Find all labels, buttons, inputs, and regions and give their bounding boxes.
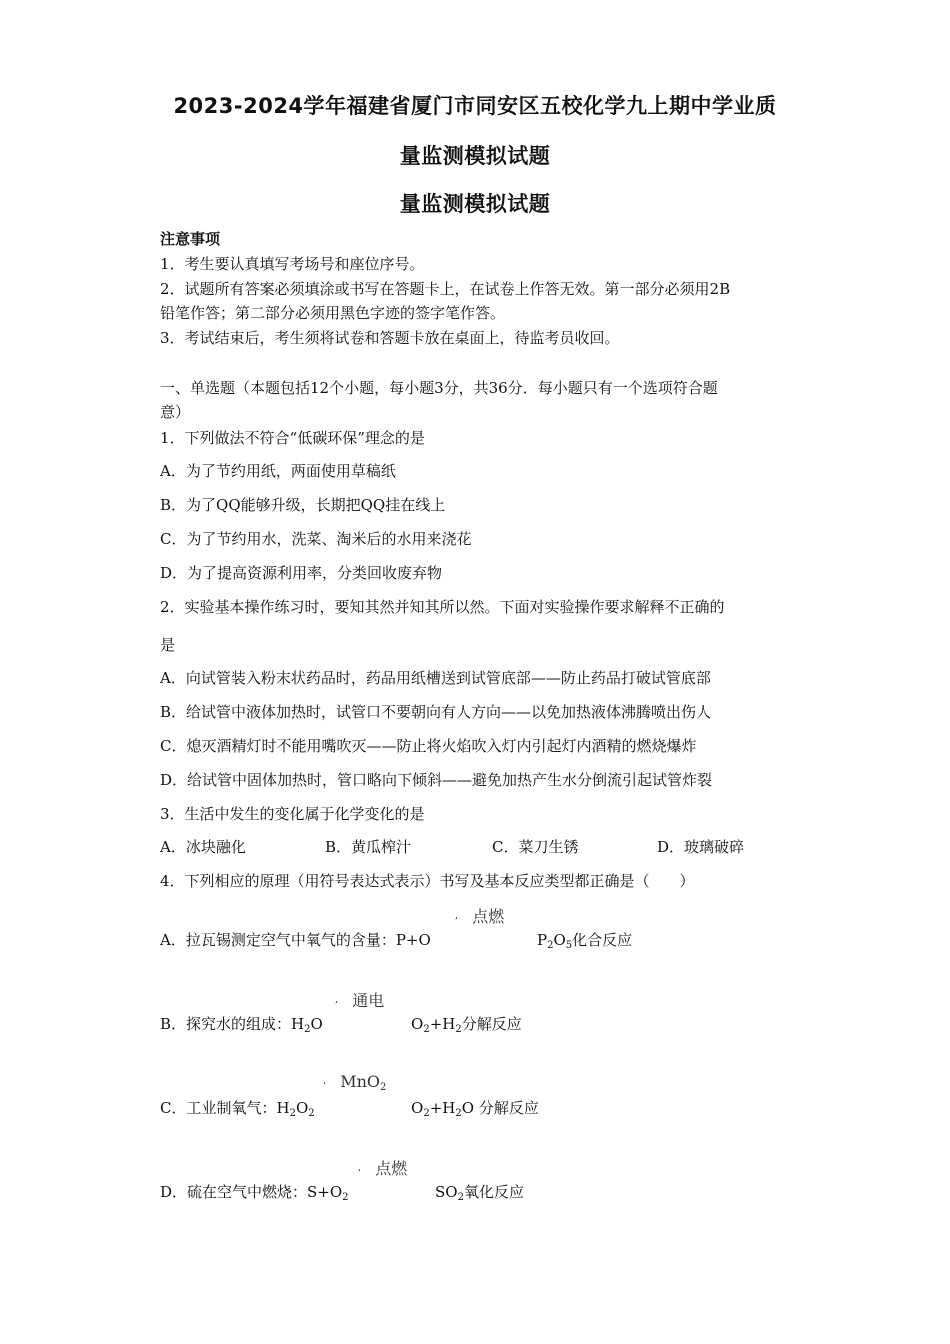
reaction-condition-c: , MnO$_2$ (323, 1072, 387, 1093)
notice-item-1: 1．考生要认真填写考场号和座位序号。 (160, 255, 425, 273)
question-1-stem: 1．下列做法不符合“低碳环保”理念的是 (160, 429, 425, 447)
section-heading: 一、单选题（本题包括12个小题，每小题3分，共36分．每小题只有一个选项符合题 (160, 379, 718, 397)
page-title-continued: 量监测模拟试题 (399, 144, 551, 168)
question-1-option-a: A．为了节约用纸，两面使用草稿纸 (160, 462, 396, 480)
question-4-stem: 4．下列相应的原理（用符号表达式表示）书写及基本反应类型都正确是（ ） (160, 872, 695, 890)
notice-item-3: 3．考试结束后，考生须将试卷和答题卡放在桌面上，待监考员收回。 (160, 329, 620, 347)
question-2-option-b: B．给试管中液体加热时，试管口不要朝向有人方向——以免加热液体沸腾喷出伤人 (160, 703, 712, 721)
question-3-option-b: B．黄瓜榨汁 (325, 838, 412, 856)
question-2-stem-continued: 是 (160, 636, 176, 654)
question-1-option-b: B．为了QQ能够升级，长期把QQ挂在线上 (160, 496, 446, 514)
question-4-option-b-product: $O_2+H_2$分解反应 (411, 1015, 522, 1035)
question-3-option-c: C．菜刀生锈 (492, 838, 579, 856)
question-4-option-b: B．探究水的组成：$H_2O$ (160, 1015, 323, 1035)
question-4-option-d: D．硫在空气中燃烧：$S+O_2$ (160, 1183, 349, 1203)
notice-heading: 注意事项 (160, 230, 221, 248)
page-title-repeat: 量监测模拟试题 (399, 192, 551, 216)
question-4-option-a-product: $P_2O_5$化合反应 (537, 931, 633, 951)
question-4-option-c: C．工业制氧气：$H_2O_2$ (160, 1099, 315, 1119)
notice-item-2: 2．试题所有答案必须填涂或书写在答题卡上，在试卷上作答无效。第一部分必须用2B (160, 280, 731, 298)
question-3-option-a: A．冰块融化 (160, 838, 246, 856)
question-1-option-c: C．为了节约用水，洗菜、淘米后的水用来浇花 (160, 530, 472, 548)
question-1-option-d: D．为了提高资源利用率，分类回收废弃物 (160, 564, 443, 582)
question-2-stem: 2．实验基本操作练习时，要知其然并知其所以然。下面对实验操作要求解释不正确的 (160, 598, 725, 616)
notice-item-2-continued: 铅笔作答；第二部分必须用黑色字迹的签字笔作答。 (160, 304, 506, 322)
page-title: 2023-2024学年福建省厦门市同安区五校化学九上期中学业质 (173, 94, 777, 118)
question-2-option-d: D．给试管中固体加热时，管口略向下倾斜——避免加热产生水分倒流引起试管炸裂 (160, 771, 713, 789)
question-4-option-c-product: $O_2+H_2O$ 分解反应 (411, 1099, 539, 1119)
question-4-option-d-product: $SO_2$氧化反应 (435, 1183, 524, 1203)
question-4-option-a: A．拉瓦锡测定空气中氧气的含量：P+O (160, 931, 431, 949)
reaction-condition-d: , 点燃 (358, 1159, 408, 1178)
question-3-stem: 3．生活中发生的变化属于化学变化的是 (160, 805, 425, 823)
question-2-option-a: A．向试管装入粉末状药品时，药品用纸槽送到试管底部——防止药品打破试管底部 (160, 669, 711, 687)
section-heading-continued: 意） (160, 403, 191, 421)
question-3-option-d: D．玻璃破碎 (657, 838, 745, 856)
reaction-condition-a: , 点燃 (455, 907, 505, 926)
reaction-condition-b: , 通电 (335, 991, 385, 1010)
question-2-option-c: C．熄灭酒精灯时不能用嘴吹灭——防止将火焰吹入灯内引起灯内酒精的燃烧爆炸 (160, 737, 697, 755)
